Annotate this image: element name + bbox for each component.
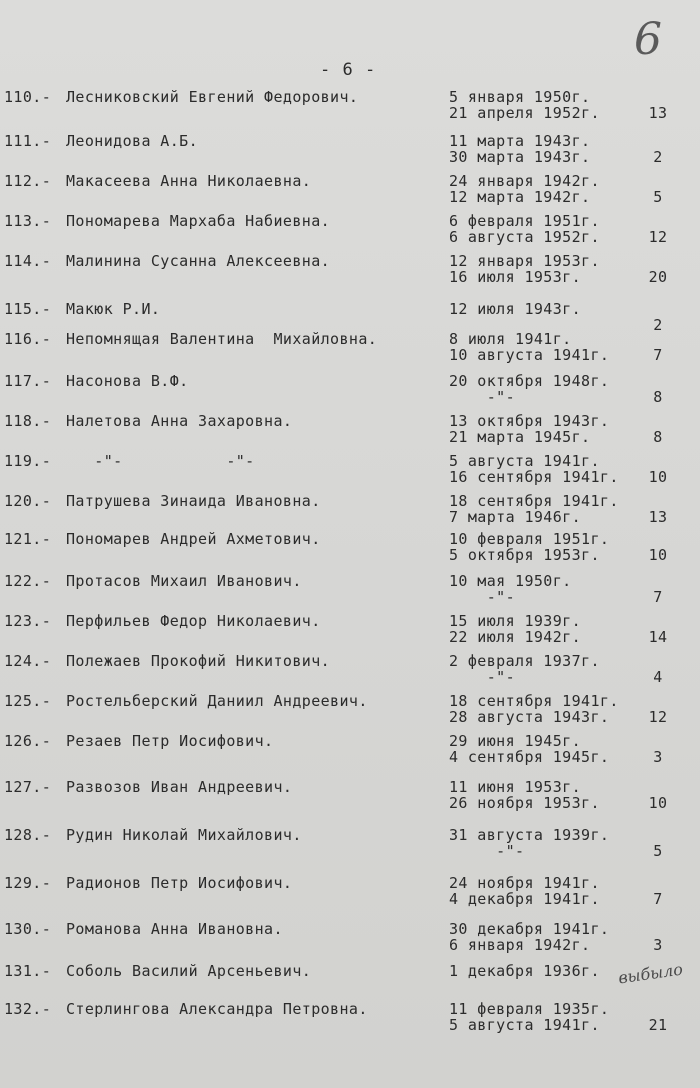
start-date: 2 февраля 1937г. (449, 652, 600, 670)
start-date: 11 марта 1943г. (449, 132, 591, 150)
start-date: 18 сентября 1941г. (449, 492, 619, 510)
end-date: 12 марта 1942г. (449, 188, 591, 206)
count-value: 8 (653, 428, 663, 446)
entry-number: 120.- (4, 492, 52, 510)
end-date: 16 сентября 1941г. (449, 468, 619, 486)
count-value: 14 (648, 628, 668, 646)
start-date: 5 января 1950г. (449, 88, 591, 106)
end-date: 16 июля 1953г. (449, 268, 582, 286)
end-date: 28 августа 1943г. (449, 708, 610, 726)
start-date: 11 июня 1953г. (449, 778, 582, 796)
person-name: Перфильев Федор Николаевич. (66, 612, 321, 630)
person-name: Макасеева Анна Николаевна. (66, 172, 312, 190)
end-date: 6 августа 1952г. (449, 228, 600, 246)
count-value: 12 (648, 708, 668, 726)
start-date: 20 октября 1948г. (449, 372, 610, 390)
person-name: Патрушева Зинаида Ивановна. (66, 492, 321, 510)
count-value: 3 (653, 936, 663, 954)
end-date: 22 июля 1942г. (449, 628, 582, 646)
start-date: 12 июля 1943г. (449, 300, 582, 318)
entry-number: 132.- (4, 1000, 52, 1018)
person-name: Полежаев Прокофий Никитович. (66, 652, 331, 670)
start-date: 8 июля 1941г. (449, 330, 572, 348)
start-date: 24 января 1942г. (449, 172, 600, 190)
entry-number: 111.- (4, 132, 52, 150)
entry-number: 121.- (4, 530, 52, 548)
count-value: 2 (653, 316, 663, 334)
entry-number: 129.- (4, 874, 52, 892)
end-date: 10 августа 1941г. (449, 346, 610, 364)
count-value: 7 (653, 346, 663, 364)
person-name: Ростельберский Даниил Андреевич. (66, 692, 368, 710)
entry-number: 128.- (4, 826, 52, 844)
count-value: 2 (653, 148, 663, 166)
handwritten-margin-note: выбыло (616, 959, 684, 988)
end-date: -"- (449, 588, 516, 606)
count-value: 3 (653, 748, 663, 766)
person-name: Налетова Анна Захаровна. (66, 412, 293, 430)
end-date: 26 ноября 1953г. (449, 794, 600, 812)
entry-number: 117.- (4, 372, 52, 390)
person-name: Развозов Иван Андреевич. (66, 778, 293, 796)
person-name: Рудин Николай Михайлович. (66, 826, 302, 844)
person-name: Соболь Василий Арсеньевич. (66, 962, 312, 980)
count-value: 10 (648, 546, 668, 564)
person-name: Лесниковский Евгений Федорович. (66, 88, 359, 106)
person-name: Малинина Сусанна Алексеевна. (66, 252, 331, 270)
count-value: 10 (648, 468, 668, 486)
entry-number: 110.- (4, 88, 52, 106)
end-date: -"- (449, 388, 516, 406)
start-date: 29 июня 1945г. (449, 732, 582, 750)
person-name: Непомнящая Валентина Михайловна. (66, 330, 378, 348)
count-value: 20 (648, 268, 668, 286)
end-date: -"- (449, 668, 516, 686)
count-value: 8 (653, 388, 663, 406)
count-value: 13 (648, 508, 668, 526)
entry-number: 113.- (4, 212, 52, 230)
person-name: Пономарев Андрей Ахметович. (66, 530, 321, 548)
entry-number: 119.- (4, 452, 52, 470)
count-value: 5 (653, 188, 663, 206)
end-date: 7 марта 1946г. (449, 508, 582, 526)
entry-number: 126.- (4, 732, 52, 750)
entry-number: 118.- (4, 412, 52, 430)
person-name: Резаев Петр Иосифович. (66, 732, 274, 750)
count-value: 10 (648, 794, 668, 812)
start-date: 11 февраля 1935г. (449, 1000, 610, 1018)
entry-number: 114.- (4, 252, 52, 270)
end-date: 4 сентября 1945г. (449, 748, 610, 766)
start-date: 30 декабря 1941г. (449, 920, 610, 938)
end-date: 21 апреля 1952г. (449, 104, 600, 122)
entry-number: 122.- (4, 572, 52, 590)
start-date: 6 февраля 1951г. (449, 212, 600, 230)
count-value: 12 (648, 228, 668, 246)
person-name: Романова Анна Ивановна. (66, 920, 283, 938)
person-name: -"- -"- (66, 452, 255, 470)
end-date: -"- (449, 842, 525, 860)
start-date: 18 сентября 1941г. (449, 692, 619, 710)
entry-number: 124.- (4, 652, 52, 670)
person-name: Насонова В.Ф. (66, 372, 189, 390)
start-date: 10 мая 1950г. (449, 572, 572, 590)
start-date: 15 июля 1939г. (449, 612, 582, 630)
end-date: 5 августа 1941г. (449, 1016, 600, 1034)
person-name: Леонидова А.Б. (66, 132, 199, 150)
entry-number: 127.- (4, 778, 52, 796)
end-date: 5 октября 1953г. (449, 546, 600, 564)
count-value: 7 (653, 588, 663, 606)
person-name: Пономарева Мархаба Набиевна. (66, 212, 331, 230)
start-date: 1 декабря 1936г. (449, 962, 600, 980)
person-name: Макюк Р.И. (66, 300, 161, 318)
person-name: Радионов Петр Иосифович. (66, 874, 293, 892)
person-name: Протасов Михаил Иванович. (66, 572, 302, 590)
start-date: 12 января 1953г. (449, 252, 600, 270)
entry-number: 130.- (4, 920, 52, 938)
person-name: Стерлингова Александра Петровна. (66, 1000, 368, 1018)
entry-number: 131.- (4, 962, 52, 980)
entry-number: 123.- (4, 612, 52, 630)
start-date: 13 октября 1943г. (449, 412, 610, 430)
count-value: 5 (653, 842, 663, 860)
entry-number: 116.- (4, 330, 52, 348)
entry-number: 112.- (4, 172, 52, 190)
count-value: 13 (648, 104, 668, 122)
entry-number: 115.- (4, 300, 52, 318)
count-value: 7 (653, 890, 663, 908)
count-value: 4 (653, 668, 663, 686)
count-value: 21 (648, 1016, 668, 1034)
end-date: 4 декабря 1941г. (449, 890, 600, 908)
end-date: 6 января 1942г. (449, 936, 591, 954)
handwritten-page-number: 6 (634, 14, 662, 65)
start-date: 10 февраля 1951г. (449, 530, 610, 548)
start-date: 31 августа 1939г. (449, 826, 610, 844)
start-date: 5 августа 1941г. (449, 452, 600, 470)
end-date: 30 марта 1943г. (449, 148, 591, 166)
entry-number: 125.- (4, 692, 52, 710)
end-date: 21 марта 1945г. (449, 428, 591, 446)
page-number: - 6 - (320, 60, 377, 80)
start-date: 24 ноября 1941г. (449, 874, 600, 892)
